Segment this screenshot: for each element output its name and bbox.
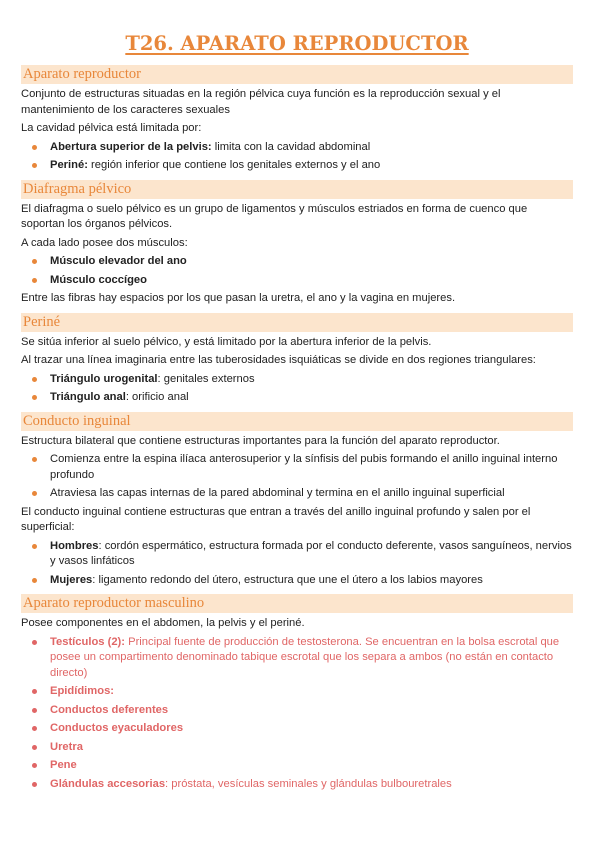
bullet-list: [21, 452, 573, 502]
list-item-text: : próstata, vesículas seminales y glándulas bulbouretrales: [165, 777, 452, 790]
section-heading-aparato-reproductor-masculino: Aparato reproductor masculino: [21, 594, 573, 613]
list-item: [21, 254, 573, 270]
bullet-list: [21, 539, 573, 589]
list-item-term: Conductos deferentes: [50, 703, 169, 716]
paragraph: Entre las fibras hay espacios por los que pasan la uretra, el ano y la vagina en mujeres.: [21, 292, 456, 304]
list-item-term: Periné:: [50, 159, 88, 171]
section-heading-aparato-reproductor: Aparato reproductor: [21, 65, 573, 84]
list-item: [21, 390, 573, 406]
list-item-text: Comienza entre la espina ilíaca anterosuperior y la sínfisis del pubis formando el anillo inguinal interno profundo: [50, 453, 558, 481]
list-item-term: Pene: [50, 759, 77, 771]
list-item: [21, 635, 573, 682]
paragraph: El diafragma o suelo pélvico es un grupo de ligamentos y músculos estriados en forma de cuenco que soportan los órganos pélvicos.: [21, 202, 528, 230]
list-item: [21, 140, 573, 156]
list-item: [21, 703, 573, 719]
bullet-list: [21, 372, 573, 406]
list-item-term: Mujeres: [50, 573, 93, 586]
list-item: [21, 684, 573, 700]
bullet-list: [21, 254, 573, 288]
paragraph: Se sitúa inferior al suelo pélvico, y está limitado por la abertura inferior de la pelvis.: [21, 335, 432, 348]
page-title: T26. APARATO REPRODUCTOR: [125, 32, 469, 55]
list-item-text: limita con la cavidad abdominal: [211, 140, 371, 153]
paragraph: Estructura bilateral que contiene estructuras importantes para la función del aparato reproductor.: [21, 434, 500, 447]
list-item-text: Principal fuente de producción de testosterona. Se encuentran en la bolsa escrotal que posee un compartimento denominado tabique escrotal que los separa a ambos (no están en contacto directo): [50, 635, 560, 679]
list-item-text: : ligamento redondo del útero, estructura que une el útero a los labios mayores: [92, 573, 483, 586]
list-item: [21, 539, 573, 570]
list-item: [21, 452, 573, 483]
list-item-term: Conductos eyaculadores: [50, 722, 184, 734]
list-item-text: región inferior que contiene los genitales externos y el ano: [87, 159, 381, 171]
list-item-term: Testículos (2):: [50, 635, 126, 648]
list-item: [21, 273, 573, 289]
paragraph: El conducto inguinal contiene estructuras que entran a través del anillo inguinal profundo y salen por el superficial:: [21, 505, 531, 533]
list-item: [21, 721, 573, 737]
document-page: [21, 0, 573, 792]
list-item-term: Epidídimos:: [50, 685, 115, 697]
list-item-term: Glándulas accesorias: [50, 777, 166, 790]
list-item-term: Hombres: [50, 539, 99, 552]
section-heading-diafragma-pelvico: Diafragma pélvico: [21, 180, 573, 199]
list-item-text: : genitales externos: [157, 372, 255, 385]
list-item-text: Atraviesa las capas internas de la pared abdominal y termina en el anillo inguinal superficial: [50, 487, 505, 499]
list-item-term: Músculo coccígeo: [50, 273, 147, 286]
section-heading-perine: Periné: [21, 313, 573, 332]
list-item-term: Abertura superior de la pelvis:: [50, 140, 212, 153]
list-item-term: Uretra: [50, 740, 83, 753]
section-heading-conducto-inguinal: Conducto inguinal: [21, 412, 573, 431]
bullet-list: [21, 635, 573, 793]
list-item-term: Triángulo anal: [50, 391, 126, 403]
paragraph: Al trazar una línea imaginaria entre las tuberosidades isquiáticas se divide en dos regiones triangulares:: [21, 354, 536, 366]
list-item: [21, 740, 573, 756]
list-item: [21, 372, 573, 388]
list-item: [21, 486, 573, 502]
list-item-term: Triángulo urogenital: [50, 372, 158, 385]
list-item-text: : cordón espermático, estructura formada por el conducto deferente, vasos sanguíneos, nervios y vasos linfáticos: [50, 539, 572, 567]
list-item: [21, 573, 573, 589]
list-item: [21, 158, 573, 174]
bullet-list: [21, 140, 573, 174]
list-item: [21, 777, 573, 793]
paragraph: A cada lado posee dos músculos:: [21, 236, 188, 249]
paragraph: La cavidad pélvica está limitada por:: [21, 122, 202, 134]
list-item-term: Músculo elevador del ano: [50, 255, 187, 267]
list-item: [21, 758, 573, 774]
paragraph: Conjunto de estructuras situadas en la región pélvica cuya función es la reproducción sexual y el mantenimiento de los caracteres sexuales: [21, 88, 501, 116]
paragraph: Posee componentes en el abdomen, la pelvis y el periné.: [21, 617, 305, 629]
list-item-text: : orificio anal: [125, 391, 189, 403]
